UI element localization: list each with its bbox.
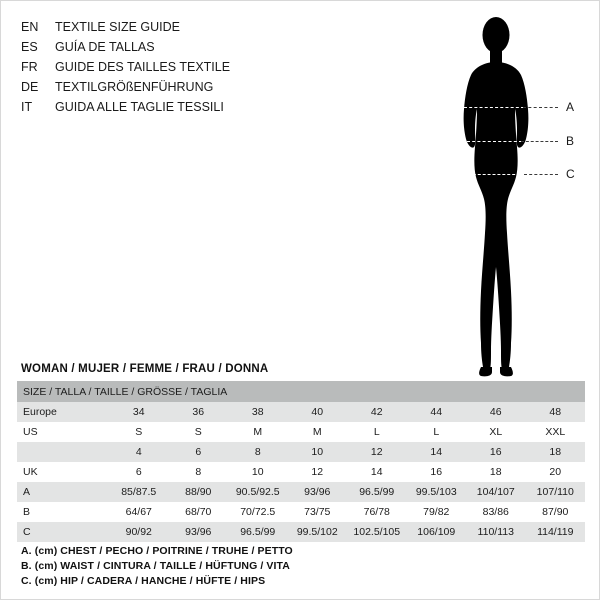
measure-label-a: A	[566, 100, 575, 114]
cell: 96.5/99	[347, 482, 407, 502]
cell: 93/96	[288, 482, 348, 502]
cell: 8	[169, 462, 229, 482]
cell: 79/82	[407, 502, 467, 522]
cell: 48	[526, 402, 586, 422]
language-row	[21, 17, 351, 37]
measure-label-c: C	[566, 167, 575, 181]
cell: 12	[288, 462, 348, 482]
legend-item-b: B. (cm) WAIST / CINTURA / TAILLE / HÜFTUNG / VITA	[21, 560, 290, 572]
cell: 40	[288, 402, 348, 422]
cell: 12	[347, 442, 407, 462]
cell: 14	[407, 442, 467, 462]
cell: 110/113	[466, 522, 526, 542]
cell: 6	[169, 442, 229, 462]
language-row	[21, 57, 351, 77]
language-code: ES	[21, 40, 38, 54]
cell: 64/67	[109, 502, 169, 522]
language-row	[21, 77, 351, 97]
table-row	[17, 422, 585, 442]
body-figure	[401, 9, 591, 379]
table-row	[17, 462, 585, 482]
cell: 42	[347, 402, 407, 422]
cell: 93/96	[169, 522, 229, 542]
cell: 104/107	[466, 482, 526, 502]
cell: 107/110	[526, 482, 586, 502]
cell: 87/90	[526, 502, 586, 522]
cell: 73/75	[288, 502, 348, 522]
cell: 114/119	[526, 522, 586, 542]
language-title: GUIDA ALLE TAGLIE TESSILI	[55, 100, 224, 114]
cell: 38	[228, 402, 288, 422]
cell: M	[288, 422, 348, 442]
cell: 96.5/99	[228, 522, 288, 542]
section-title: WOMAN / MUJER / FEMME / FRAU / DONNA	[21, 363, 269, 375]
measure-line-a-inner	[464, 107, 524, 108]
size-table-wrapper	[17, 381, 585, 542]
cell: 70/72.5	[228, 502, 288, 522]
cell: 99.5/103	[407, 482, 467, 502]
table-row	[17, 522, 585, 542]
row-label: UK	[17, 462, 109, 482]
measure-line-c-inner	[463, 174, 525, 175]
table-row	[17, 502, 585, 522]
cell: 46	[466, 402, 526, 422]
language-row	[21, 97, 351, 117]
language-title: TEXTILE SIZE GUIDE	[55, 20, 181, 34]
legend-item-c: C. (cm) HIP / CADERA / HANCHE / HÜFTE / HIPS	[21, 575, 266, 587]
cell: 10	[228, 462, 288, 482]
cell: 18	[466, 462, 526, 482]
cell: L	[407, 422, 467, 442]
language-code: DE	[21, 80, 39, 94]
measurement-legend	[21, 544, 501, 589]
legend-item-a: A. (cm) CHEST / PECHO / POITRINE / TRUHE / PETTO	[21, 545, 293, 557]
measure-label-b: B	[566, 134, 575, 148]
language-title-list	[21, 17, 351, 117]
table-header-row	[17, 381, 585, 402]
language-title: GUIDE DES TAILLES TEXTILE	[55, 60, 231, 74]
cell: 68/70	[169, 502, 229, 522]
measure-line-b-outer	[521, 141, 558, 142]
cell: 18	[526, 442, 586, 462]
cell: 20	[526, 462, 586, 482]
row-label: US	[17, 422, 109, 442]
cell: 14	[347, 462, 407, 482]
table-header-label: SIZE / TALLA / TAILLE / GRÖSSE / TAGLIA	[17, 381, 585, 402]
cell: 88/90	[169, 482, 229, 502]
table-row	[17, 482, 585, 502]
cell: L	[347, 422, 407, 442]
row-label: B	[17, 502, 109, 522]
table-row	[17, 442, 585, 462]
cell: 90/92	[109, 522, 169, 542]
language-title: GUÍA DE TALLAS	[55, 40, 155, 54]
language-title: TEXTILGRÖßENFÜHRUNG	[55, 80, 214, 94]
measure-line-b-inner	[467, 141, 522, 142]
cell: 44	[407, 402, 467, 422]
measure-line-a-outer	[523, 107, 558, 108]
language-code: FR	[21, 60, 38, 74]
cell: 99.5/102	[288, 522, 348, 542]
row-label: C	[17, 522, 109, 542]
cell: S	[109, 422, 169, 442]
cell: 36	[169, 402, 229, 422]
cell: 4	[109, 442, 169, 462]
cell: 83/86	[466, 502, 526, 522]
language-row	[21, 37, 351, 57]
cell: 102.5/105	[347, 522, 407, 542]
cell: 10	[288, 442, 348, 462]
measure-line-c-outer	[524, 174, 558, 175]
cell: 106/109	[407, 522, 467, 542]
row-label	[17, 442, 109, 462]
cell: 76/78	[347, 502, 407, 522]
cell: 90.5/92.5	[228, 482, 288, 502]
row-label: A	[17, 482, 109, 502]
cell: S	[169, 422, 229, 442]
language-code: EN	[21, 20, 39, 34]
cell: 8	[228, 442, 288, 462]
cell: 16	[407, 462, 467, 482]
cell: XL	[466, 422, 526, 442]
cell: M	[228, 422, 288, 442]
cell: XXL	[526, 422, 586, 442]
cell: 6	[109, 462, 169, 482]
female-body-silhouette-icon	[431, 9, 561, 379]
cell: 85/87.5	[109, 482, 169, 502]
row-label: Europe	[17, 402, 109, 422]
language-code: IT	[21, 100, 33, 114]
cell: 16	[466, 442, 526, 462]
cell: 34	[109, 402, 169, 422]
table-row	[17, 402, 585, 422]
size-table	[17, 381, 585, 542]
